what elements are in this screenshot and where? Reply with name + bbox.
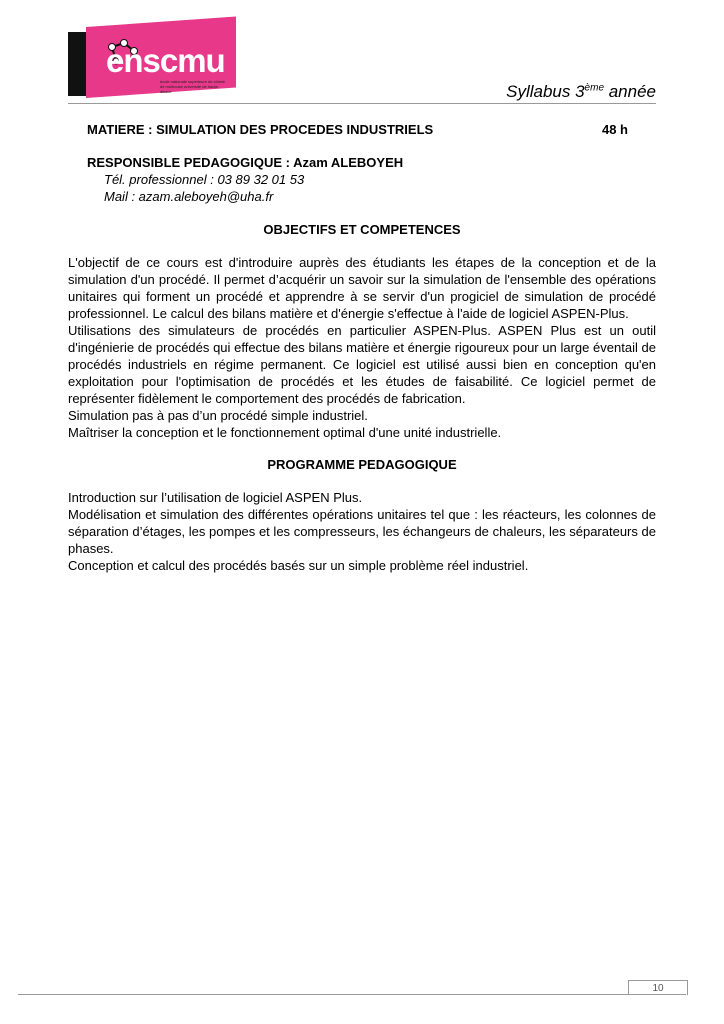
logo-tagline: école nationale supérieure de chimie de mulhouse université de haute-alsace [160,79,226,94]
programme-paragraph: Conception et calcul des procédés basés sur un simple problème réel industriel. [68,558,529,573]
course-title: MATIERE : SIMULATION DES PROCEDES INDUSTRIELS [87,122,434,137]
header-divider [68,103,656,104]
course-hours: 48 h [601,122,628,137]
objectives-heading: OBJECTIFS ET COMPETENCES [263,222,461,237]
programme-paragraph: Introduction sur l’utilisation de logiciel ASPEN Plus. [68,490,363,505]
objectives-paragraph: L'objectif de ce cours est d'introduire auprès des étudiants les étapes de la conception et de la simulation d'un procédé. Il permet d’acquérir un savoir sur la simulation de l'ensemble des opérations unitaires qui forment un procédé et apprendre à se servir d'un progiciel de simulation de procédé professionnel. Le calcul des bilans matière et d'énergie s'effectue à l'aide de logiciel ASPEN-Plus. [68,255,656,321]
footer-divider [18,994,686,995]
responsible-line: RESPONSIBLE PEDAGOGIQUE : Azam ALEBOYEH [87,155,404,170]
programme-heading: PROGRAMME PEDAGOGIQUE [267,457,457,472]
objectives-paragraph: Maîtriser la conception et le fonctionnement optimal d'une unité industrielle. [68,425,502,440]
enscmu-logo [68,27,236,99]
objectives-paragraph: Simulation pas à pas d’un procédé simple industriel. [68,408,368,423]
logo-wordmark: enscmu [106,42,225,79]
header-title [506,82,656,102]
email-line: Mail : azam.aleboyeh@uha.fr [104,189,274,204]
page-number: 10 [628,980,688,995]
programme-body [68,489,656,574]
objectives-body [68,254,656,441]
phone-line: Tél. professionnel : 03 89 32 01 53 [104,172,305,187]
header-title-prefix: Syllabus 3 [506,82,585,101]
header-title-suffix: année [604,82,656,101]
objectives-paragraph: Utilisations des simulateurs de procédés en particulier ASPEN-Plus. ASPEN Plus est un outil d'ingénierie de procédés qui effectue des bilans matière et énergie rigoureux pour un large éventail de procédés industriels en régime permanent. Ce logiciel est utilisé aussi bien en conception qu'en exploitation pour l'optimisation de procédés et les études de faisabilité. Ce logiciel permet de représenter fidèlement le comportement des procédés de fabrication. [68,323,656,406]
header-title-sup: ème [584,82,604,94]
programme-paragraph: Modélisation et simulation des différentes opérations unitaires tel que : les réacteurs, les colonnes de séparation d’étages, les pompes et les compresseurs, les échangeurs de chaleurs, les séparateurs de phases. [68,507,656,556]
